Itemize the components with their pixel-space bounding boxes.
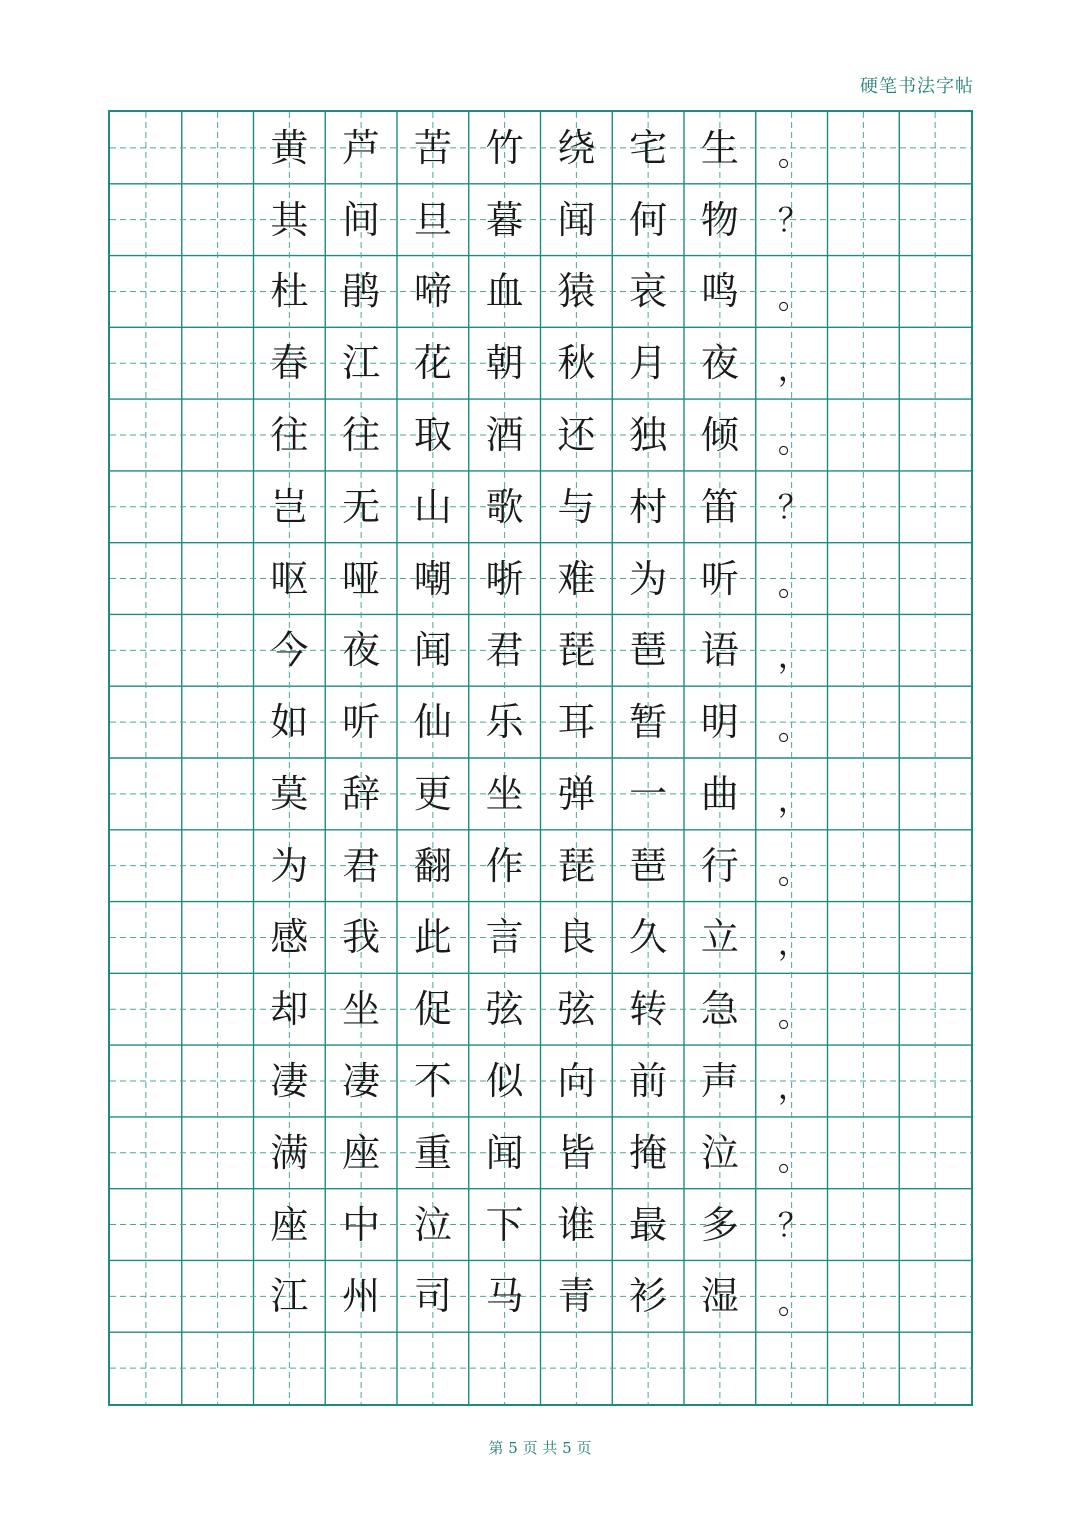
character-cell: 朝 xyxy=(485,341,524,386)
character-cell: 泣 xyxy=(700,1130,739,1175)
character-cell: 与 xyxy=(557,484,596,529)
character-cell: 言 xyxy=(485,915,524,960)
character-cell: 鹃 xyxy=(342,269,381,314)
character-cell: 暮 xyxy=(485,197,524,242)
character-cell: 琵 xyxy=(557,843,596,888)
punctuation-cell: 。 xyxy=(777,565,810,604)
character-cell: 嘲 xyxy=(413,556,452,601)
character-cell: 最 xyxy=(629,1202,668,1247)
character-cell: 似 xyxy=(485,1058,524,1103)
character-cell: 重 xyxy=(413,1130,452,1175)
character-cell: 君 xyxy=(485,628,524,673)
character-cell: 哳 xyxy=(485,556,524,601)
character-cell: 感 xyxy=(270,915,309,960)
character-cell: 声 xyxy=(700,1058,739,1103)
character-cell: 往 xyxy=(342,412,381,457)
character-cell: 秋 xyxy=(557,341,596,386)
page-footer: 第 5 页 共 5 页 xyxy=(488,1439,592,1457)
character-cell: 啼 xyxy=(413,269,452,314)
character-cell: 倾 xyxy=(700,412,739,457)
character-cell: 下 xyxy=(485,1202,524,1247)
character-cell: 促 xyxy=(413,987,452,1032)
character-cell: 独 xyxy=(629,412,668,457)
character-cell: 座 xyxy=(342,1130,381,1175)
character-cell: 坐 xyxy=(485,771,524,816)
character-cell: 前 xyxy=(629,1058,668,1103)
character-cell: 却 xyxy=(270,987,309,1032)
punctuation-cell: ？ xyxy=(777,487,810,526)
character-cell: 其 xyxy=(270,197,309,242)
character-cell: 笛 xyxy=(700,484,739,529)
character-cell: 君 xyxy=(342,843,381,888)
character-cell: 明 xyxy=(700,700,739,745)
character-cell: 座 xyxy=(270,1202,309,1247)
character-cell: 曲 xyxy=(700,771,739,816)
character-cell: 听 xyxy=(342,700,381,745)
punctuation-cell: 。 xyxy=(777,278,810,317)
punctuation-cell: 。 xyxy=(777,708,810,747)
character-cell: 衫 xyxy=(629,1274,668,1319)
character-cell: 春 xyxy=(270,341,309,386)
character-cell: 湿 xyxy=(700,1274,739,1319)
character-cell: 酒 xyxy=(485,412,524,457)
character-cell: 为 xyxy=(629,556,668,601)
character-cell: 坐 xyxy=(342,987,381,1032)
character-cell: 弹 xyxy=(557,771,596,816)
character-cell: 闻 xyxy=(485,1130,524,1175)
character-cell: 江 xyxy=(270,1274,309,1319)
character-cell: 取 xyxy=(413,412,452,457)
character-cell: 听 xyxy=(700,556,739,601)
character-cell: 此 xyxy=(413,915,452,960)
character-cell: 还 xyxy=(557,412,596,457)
character-cell: 乐 xyxy=(485,700,524,745)
character-cell: 岂 xyxy=(270,484,309,529)
practice-grid-sheet xyxy=(108,110,973,1406)
character-cell: 司 xyxy=(413,1274,452,1319)
character-cell: 黄 xyxy=(270,125,309,170)
character-cell: 州 xyxy=(342,1274,381,1319)
character-cell: 翻 xyxy=(413,843,452,888)
character-cell: 旦 xyxy=(413,197,452,242)
character-cell: 哑 xyxy=(342,556,381,601)
character-cell: 更 xyxy=(413,771,452,816)
character-cell: 芦 xyxy=(342,125,381,170)
character-cell: 弦 xyxy=(485,987,524,1032)
header-title: 硬笔书法字帖 xyxy=(860,76,974,97)
character-cell: 绕 xyxy=(557,125,596,170)
character-cell: 为 xyxy=(270,843,309,888)
character-cell: 江 xyxy=(342,341,381,386)
character-cell: 哀 xyxy=(629,269,668,314)
character-cell: 难 xyxy=(557,556,596,601)
punctuation-cell: 。 xyxy=(777,852,810,891)
character-cell: 苦 xyxy=(413,125,452,170)
character-cell: 呕 xyxy=(270,556,309,601)
character-cell: 久 xyxy=(629,915,668,960)
character-cell: 满 xyxy=(270,1130,309,1175)
character-cell: 我 xyxy=(342,915,381,960)
character-cell: 无 xyxy=(342,484,381,529)
character-cell: 语 xyxy=(700,628,739,673)
punctuation-cell: ， xyxy=(777,1067,810,1106)
character-cell: 向 xyxy=(557,1058,596,1103)
character-cell: 竹 xyxy=(485,125,524,170)
character-cell: 作 xyxy=(485,843,524,888)
character-cell: 皆 xyxy=(557,1130,596,1175)
punctuation-cell: ？ xyxy=(777,200,810,239)
character-cell: 弦 xyxy=(557,987,596,1032)
character-cell: 鸣 xyxy=(700,269,739,314)
character-cell: 夜 xyxy=(342,628,381,673)
character-cell: 转 xyxy=(629,987,668,1032)
character-cell: 何 xyxy=(629,197,668,242)
character-cell: 宅 xyxy=(629,125,668,170)
character-cell: 山 xyxy=(413,484,452,529)
character-cell: 耳 xyxy=(557,700,596,745)
character-cell: 间 xyxy=(342,197,381,242)
character-cell: 不 xyxy=(413,1058,452,1103)
character-cell: 琶 xyxy=(629,843,668,888)
character-cell: 多 xyxy=(700,1202,739,1247)
character-cell: 一 xyxy=(629,771,668,816)
character-cell: 村 xyxy=(629,484,668,529)
character-cell: 花 xyxy=(413,341,452,386)
character-cell: 物 xyxy=(700,197,739,242)
character-cell: 往 xyxy=(270,412,309,457)
character-cell: 琶 xyxy=(629,628,668,673)
character-cell: 立 xyxy=(700,915,739,960)
punctuation-cell: ？ xyxy=(777,1205,810,1244)
character-cell: 谁 xyxy=(557,1202,596,1247)
character-cell: 夜 xyxy=(700,341,739,386)
character-cell: 闻 xyxy=(413,628,452,673)
character-cell: 闻 xyxy=(557,197,596,242)
punctuation-cell: 。 xyxy=(777,1283,810,1322)
character-cell: 急 xyxy=(700,987,739,1032)
character-cell: 青 xyxy=(557,1274,596,1319)
punctuation-cell: 。 xyxy=(777,996,810,1035)
punctuation-cell: ， xyxy=(777,780,810,819)
character-cell: 中 xyxy=(342,1202,381,1247)
character-cell: 血 xyxy=(485,269,524,314)
punctuation-cell: 。 xyxy=(777,1139,810,1178)
character-cell: 莫 xyxy=(270,771,309,816)
character-cell: 生 xyxy=(700,125,739,170)
character-cell: 行 xyxy=(700,843,739,888)
punctuation-cell: 。 xyxy=(777,134,810,173)
character-cell: 仙 xyxy=(413,700,452,745)
character-cell: 辞 xyxy=(342,771,381,816)
character-cell: 凄 xyxy=(342,1058,381,1103)
character-cell: 掩 xyxy=(629,1130,668,1175)
character-cell: 暂 xyxy=(629,700,668,745)
character-cell: 歌 xyxy=(485,484,524,529)
punctuation-cell: 。 xyxy=(777,421,810,460)
character-cell: 如 xyxy=(270,700,309,745)
character-cell: 今 xyxy=(270,628,309,673)
punctuation-cell: ， xyxy=(777,924,810,963)
character-rows xyxy=(110,112,971,1404)
character-cell: 琵 xyxy=(557,628,596,673)
punctuation-cell: ， xyxy=(777,637,810,676)
character-cell: 月 xyxy=(629,341,668,386)
character-cell: 良 xyxy=(557,915,596,960)
character-cell: 猿 xyxy=(557,269,596,314)
character-cell: 马 xyxy=(485,1274,524,1319)
character-cell: 杜 xyxy=(270,269,309,314)
character-cell: 凄 xyxy=(270,1058,309,1103)
punctuation-cell: ， xyxy=(777,350,810,389)
character-cell: 泣 xyxy=(413,1202,452,1247)
